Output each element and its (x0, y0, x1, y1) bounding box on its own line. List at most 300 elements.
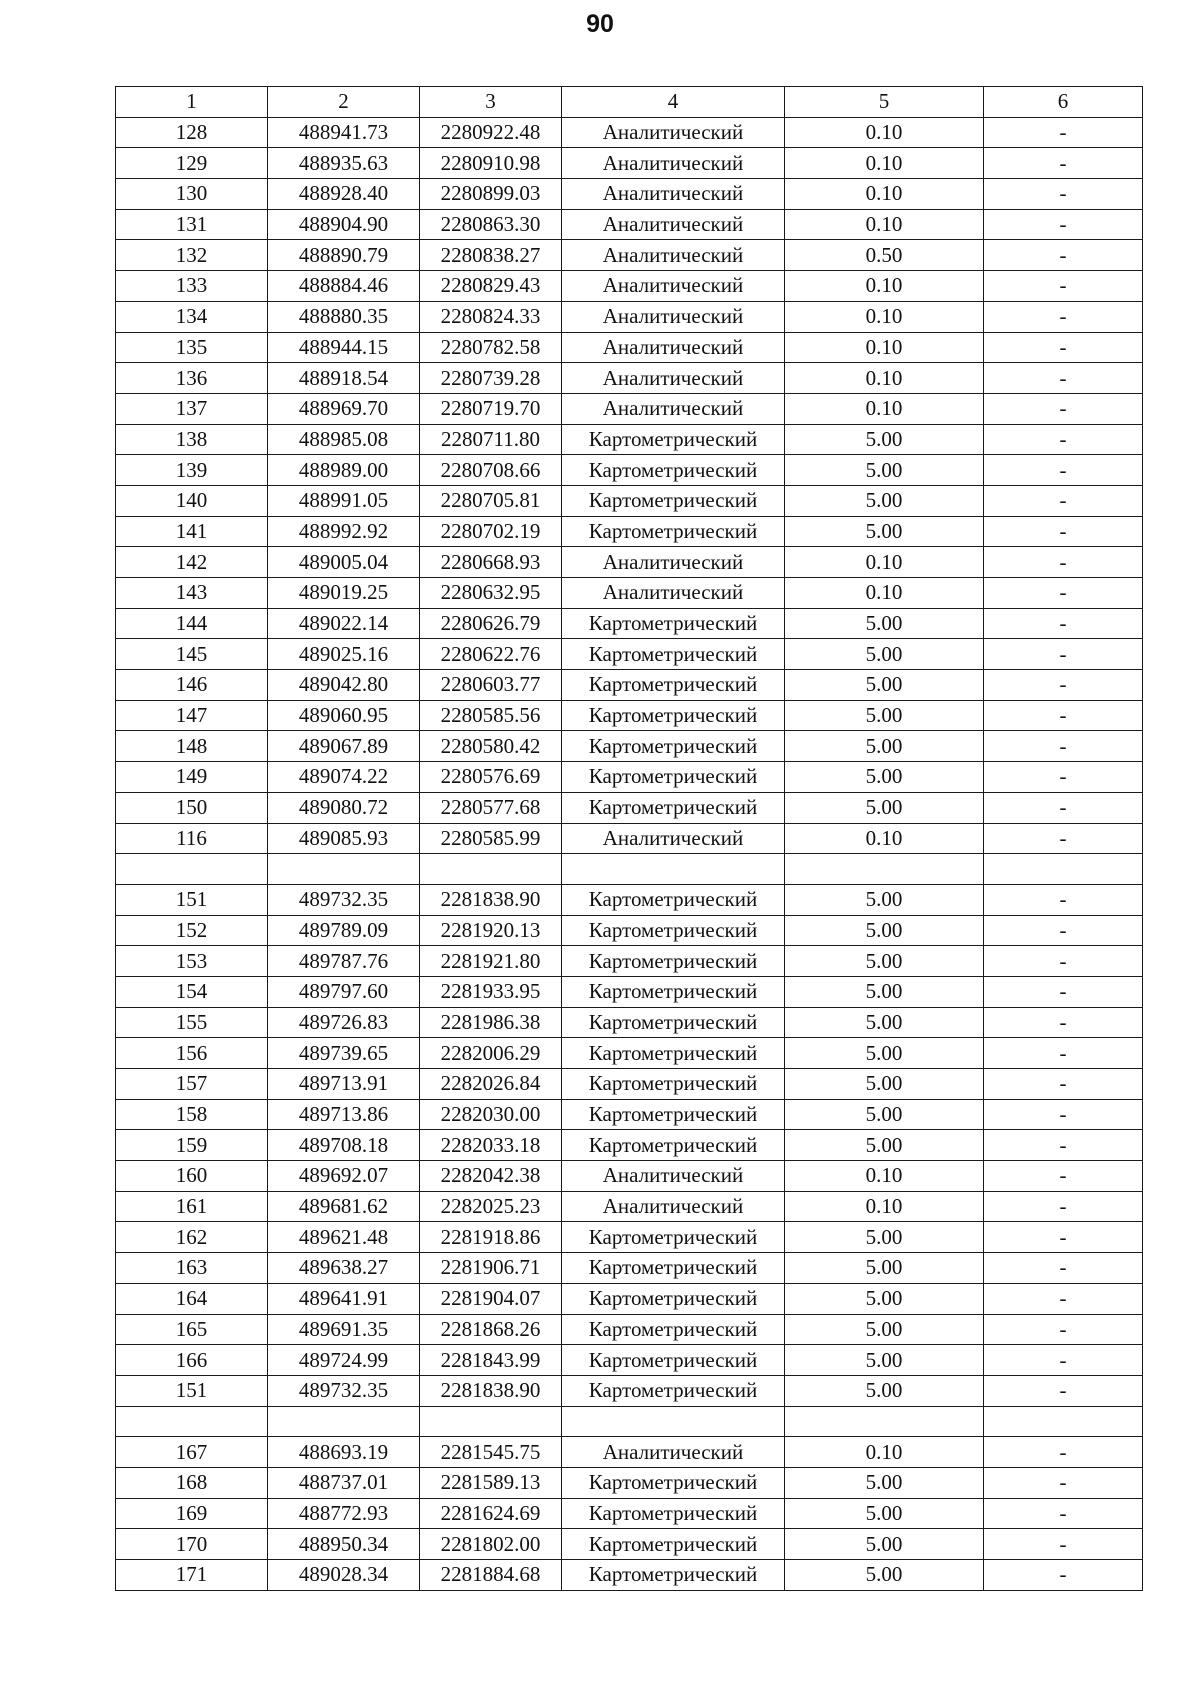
note-cell: - (984, 1437, 1143, 1468)
table-body (116, 87, 1143, 1591)
point-number-cell: 142 (116, 547, 268, 578)
accuracy-cell: 0.10 (785, 823, 984, 854)
method-cell: Картометрический (562, 1099, 785, 1130)
note-cell: - (984, 823, 1143, 854)
y-coordinate-cell: 2282025.23 (420, 1191, 562, 1222)
method-cell: Картометрический (562, 976, 785, 1007)
y-coordinate-cell: 2282006.29 (420, 1038, 562, 1069)
point-number-cell: 132 (116, 240, 268, 271)
x-coordinate-cell: 488737.01 (268, 1467, 420, 1498)
accuracy-cell: 0.10 (785, 1161, 984, 1192)
method-cell: Картометрический (562, 608, 785, 639)
method-cell: Картометрический (562, 884, 785, 915)
note-cell: - (984, 915, 1143, 946)
accuracy-cell: 5.00 (785, 1099, 984, 1130)
accuracy-cell: 5.00 (785, 946, 984, 977)
y-coordinate-cell: 2281838.90 (420, 884, 562, 915)
x-coordinate-cell: 489621.48 (268, 1222, 420, 1253)
table-row (116, 915, 1143, 946)
accuracy-cell: 0.10 (785, 1191, 984, 1222)
x-coordinate-cell: 489691.35 (268, 1314, 420, 1345)
table-row (116, 762, 1143, 793)
accuracy-cell: 0.10 (785, 179, 984, 210)
point-number-cell: 130 (116, 179, 268, 210)
column-header: 2 (268, 87, 420, 118)
table-row (116, 884, 1143, 915)
point-number-cell: 158 (116, 1099, 268, 1130)
x-coordinate-cell: 489028.34 (268, 1560, 420, 1591)
note-cell: - (984, 1375, 1143, 1406)
x-coordinate-cell: 489713.91 (268, 1069, 420, 1100)
note-cell: - (984, 1529, 1143, 1560)
x-coordinate-cell: 489074.22 (268, 762, 420, 793)
table-row (116, 301, 1143, 332)
table-row (116, 1130, 1143, 1161)
y-coordinate-cell: 2280577.68 (420, 792, 562, 823)
y-coordinate-cell: 2280739.28 (420, 363, 562, 394)
method-cell: Аналитический (562, 148, 785, 179)
method-cell: Аналитический (562, 332, 785, 363)
point-number-cell: 150 (116, 792, 268, 823)
x-coordinate-cell: 489067.89 (268, 731, 420, 762)
point-number-cell: 140 (116, 485, 268, 516)
method-cell: Картометрический (562, 1375, 785, 1406)
accuracy-cell: 0.10 (785, 117, 984, 148)
y-coordinate-cell (420, 1406, 562, 1437)
x-coordinate-cell: 488928.40 (268, 179, 420, 210)
point-number-cell: 161 (116, 1191, 268, 1222)
y-coordinate-cell: 2281802.00 (420, 1529, 562, 1560)
method-cell: Картометрический (562, 1345, 785, 1376)
y-coordinate-cell: 2280603.77 (420, 670, 562, 701)
note-cell: - (984, 1038, 1143, 1069)
table-row (116, 700, 1143, 731)
x-coordinate-cell: 488991.05 (268, 485, 420, 516)
table-row (116, 1345, 1143, 1376)
y-coordinate-cell: 2282042.38 (420, 1161, 562, 1192)
y-coordinate-cell: 2282030.00 (420, 1099, 562, 1130)
x-coordinate-cell (268, 854, 420, 885)
table-row (116, 1038, 1143, 1069)
method-cell: Картометрический (562, 1283, 785, 1314)
note-cell: - (984, 179, 1143, 210)
x-coordinate-cell: 489713.86 (268, 1099, 420, 1130)
method-cell: Картометрический (562, 485, 785, 516)
method-cell: Аналитический (562, 209, 785, 240)
method-cell: Картометрический (562, 700, 785, 731)
table-row (116, 1191, 1143, 1222)
point-number-cell: 163 (116, 1253, 268, 1284)
note-cell: - (984, 209, 1143, 240)
point-number-cell (116, 854, 268, 885)
table-row (116, 1007, 1143, 1038)
method-cell: Аналитический (562, 301, 785, 332)
table-row (116, 148, 1143, 179)
table-separator-row (116, 1406, 1143, 1437)
accuracy-cell: 5.00 (785, 424, 984, 455)
x-coordinate-cell: 489787.76 (268, 946, 420, 977)
y-coordinate-cell: 2282026.84 (420, 1069, 562, 1100)
x-coordinate-cell: 488890.79 (268, 240, 420, 271)
y-coordinate-cell: 2280863.30 (420, 209, 562, 240)
note-cell: - (984, 1161, 1143, 1192)
y-coordinate-cell: 2280719.70 (420, 393, 562, 424)
table-row (116, 1375, 1143, 1406)
point-number-cell: 157 (116, 1069, 268, 1100)
column-header: 1 (116, 87, 268, 118)
y-coordinate-cell: 2281884.68 (420, 1560, 562, 1591)
point-number-cell: 141 (116, 516, 268, 547)
point-number-cell: 151 (116, 884, 268, 915)
x-coordinate-cell: 489005.04 (268, 547, 420, 578)
note-cell: - (984, 271, 1143, 302)
point-number-cell: 164 (116, 1283, 268, 1314)
x-coordinate-cell: 489732.35 (268, 884, 420, 915)
note-cell: - (984, 393, 1143, 424)
accuracy-cell: 5.00 (785, 1345, 984, 1376)
accuracy-cell: 0.10 (785, 332, 984, 363)
column-header: 6 (984, 87, 1143, 118)
method-cell: Картометрический (562, 792, 785, 823)
y-coordinate-cell: 2280910.98 (420, 148, 562, 179)
accuracy-cell: 5.00 (785, 700, 984, 731)
x-coordinate-cell: 488950.34 (268, 1529, 420, 1560)
point-number-cell: 136 (116, 363, 268, 394)
table-row (116, 363, 1143, 394)
note-cell: - (984, 700, 1143, 731)
method-cell: Картометрический (562, 1222, 785, 1253)
method-cell (562, 1406, 785, 1437)
note-cell: - (984, 1099, 1143, 1130)
method-cell: Картометрический (562, 1314, 785, 1345)
method-cell: Картометрический (562, 1130, 785, 1161)
table-row (116, 976, 1143, 1007)
column-header: 3 (420, 87, 562, 118)
table-row (116, 1283, 1143, 1314)
point-number-cell: 138 (116, 424, 268, 455)
table-row (116, 731, 1143, 762)
x-coordinate-cell: 489042.80 (268, 670, 420, 701)
point-number-cell: 167 (116, 1437, 268, 1468)
accuracy-cell: 5.00 (785, 516, 984, 547)
table-row (116, 393, 1143, 424)
table-row (116, 117, 1143, 148)
accuracy-cell: 5.00 (785, 1467, 984, 1498)
table-row (116, 1161, 1143, 1192)
method-cell (562, 854, 785, 885)
note-cell: - (984, 762, 1143, 793)
y-coordinate-cell: 2281918.86 (420, 1222, 562, 1253)
table-row (116, 670, 1143, 701)
y-coordinate-cell: 2280782.58 (420, 332, 562, 363)
table-row (116, 1560, 1143, 1591)
point-number-cell: 152 (116, 915, 268, 946)
y-coordinate-cell: 2280585.99 (420, 823, 562, 854)
note-cell: - (984, 946, 1143, 977)
y-coordinate-cell: 2281838.90 (420, 1375, 562, 1406)
method-cell: Картометрический (562, 639, 785, 670)
accuracy-cell: 5.00 (785, 1314, 984, 1345)
x-coordinate-cell: 488884.46 (268, 271, 420, 302)
point-number-cell: 148 (116, 731, 268, 762)
accuracy-cell: 5.00 (785, 670, 984, 701)
method-cell: Аналитический (562, 271, 785, 302)
y-coordinate-cell: 2281843.99 (420, 1345, 562, 1376)
accuracy-cell: 5.00 (785, 762, 984, 793)
y-coordinate-cell: 2281589.13 (420, 1467, 562, 1498)
table-row (116, 1314, 1143, 1345)
y-coordinate-cell: 2280711.80 (420, 424, 562, 455)
accuracy-cell: 5.00 (785, 1222, 984, 1253)
accuracy-cell: 5.00 (785, 1529, 984, 1560)
point-number-cell: 135 (116, 332, 268, 363)
method-cell: Картометрический (562, 1529, 785, 1560)
note-cell (984, 854, 1143, 885)
method-cell: Картометрический (562, 1007, 785, 1038)
table-row (116, 608, 1143, 639)
note-cell: - (984, 363, 1143, 394)
table-row (116, 332, 1143, 363)
method-cell: Картометрический (562, 762, 785, 793)
point-number-cell: 162 (116, 1222, 268, 1253)
note-cell (984, 1406, 1143, 1437)
point-number-cell: 160 (116, 1161, 268, 1192)
accuracy-cell: 0.10 (785, 148, 984, 179)
accuracy-cell: 0.10 (785, 547, 984, 578)
accuracy-cell: 5.00 (785, 731, 984, 762)
method-cell: Аналитический (562, 578, 785, 609)
method-cell: Аналитический (562, 393, 785, 424)
method-cell: Аналитический (562, 363, 785, 394)
y-coordinate-cell: 2281921.80 (420, 946, 562, 977)
accuracy-cell: 5.00 (785, 884, 984, 915)
note-cell: - (984, 608, 1143, 639)
accuracy-cell: 0.10 (785, 393, 984, 424)
point-number-cell: 134 (116, 301, 268, 332)
method-cell: Аналитический (562, 1191, 785, 1222)
y-coordinate-cell: 2281920.13 (420, 915, 562, 946)
accuracy-cell: 5.00 (785, 608, 984, 639)
x-coordinate-cell (268, 1406, 420, 1437)
x-coordinate-cell: 489681.62 (268, 1191, 420, 1222)
y-coordinate-cell: 2280622.76 (420, 639, 562, 670)
accuracy-cell: 0.10 (785, 363, 984, 394)
x-coordinate-cell: 489641.91 (268, 1283, 420, 1314)
y-coordinate-cell: 2281904.07 (420, 1283, 562, 1314)
y-coordinate-cell: 2282033.18 (420, 1130, 562, 1161)
method-cell: Картометрический (562, 1253, 785, 1284)
x-coordinate-cell: 488880.35 (268, 301, 420, 332)
y-coordinate-cell: 2280922.48 (420, 117, 562, 148)
y-coordinate-cell: 2281545.75 (420, 1437, 562, 1468)
table-row (116, 179, 1143, 210)
table-row (116, 240, 1143, 271)
point-number-cell: 128 (116, 117, 268, 148)
x-coordinate-cell: 489797.60 (268, 976, 420, 1007)
y-coordinate-cell: 2280585.56 (420, 700, 562, 731)
point-number-cell: 165 (116, 1314, 268, 1345)
note-cell: - (984, 1283, 1143, 1314)
note-cell: - (984, 578, 1143, 609)
point-number-cell: 144 (116, 608, 268, 639)
table-separator-row (116, 854, 1143, 885)
table-row (116, 946, 1143, 977)
note-cell: - (984, 731, 1143, 762)
point-number-cell: 131 (116, 209, 268, 240)
table-row (116, 578, 1143, 609)
note-cell: - (984, 1130, 1143, 1161)
x-coordinate-cell: 489724.99 (268, 1345, 420, 1376)
method-cell: Аналитический (562, 547, 785, 578)
y-coordinate-cell: 2281986.38 (420, 1007, 562, 1038)
x-coordinate-cell: 488985.08 (268, 424, 420, 455)
x-coordinate-cell: 488935.63 (268, 148, 420, 179)
accuracy-cell: 5.00 (785, 455, 984, 486)
x-coordinate-cell: 489739.65 (268, 1038, 420, 1069)
method-cell: Картометрический (562, 731, 785, 762)
method-cell: Картометрический (562, 516, 785, 547)
point-number-cell: 153 (116, 946, 268, 977)
y-coordinate-cell: 2280668.93 (420, 547, 562, 578)
accuracy-cell: 5.00 (785, 1253, 984, 1284)
x-coordinate-cell: 489080.72 (268, 792, 420, 823)
point-number-cell: 146 (116, 670, 268, 701)
method-cell: Картометрический (562, 946, 785, 977)
x-coordinate-cell: 489726.83 (268, 1007, 420, 1038)
note-cell: - (984, 455, 1143, 486)
y-coordinate-cell: 2280838.27 (420, 240, 562, 271)
x-coordinate-cell: 489789.09 (268, 915, 420, 946)
method-cell: Картометрический (562, 915, 785, 946)
note-cell: - (984, 117, 1143, 148)
point-number-cell: 145 (116, 639, 268, 670)
x-coordinate-cell: 489692.07 (268, 1161, 420, 1192)
point-number-cell: 155 (116, 1007, 268, 1038)
accuracy-cell: 5.00 (785, 1375, 984, 1406)
note-cell: - (984, 1069, 1143, 1100)
method-cell: Аналитический (562, 117, 785, 148)
y-coordinate-cell: 2280576.69 (420, 762, 562, 793)
table-row (116, 1437, 1143, 1468)
accuracy-cell: 0.10 (785, 271, 984, 302)
method-cell: Аналитический (562, 1437, 785, 1468)
method-cell: Картометрический (562, 1498, 785, 1529)
note-cell: - (984, 1467, 1143, 1498)
note-cell: - (984, 485, 1143, 516)
note-cell: - (984, 547, 1143, 578)
y-coordinate-cell: 2280829.43 (420, 271, 562, 302)
point-number-cell: 149 (116, 762, 268, 793)
y-coordinate-cell: 2280580.42 (420, 731, 562, 762)
accuracy-cell: 0.10 (785, 209, 984, 240)
method-cell: Картометрический (562, 670, 785, 701)
x-coordinate-cell: 489060.95 (268, 700, 420, 731)
accuracy-cell: 5.00 (785, 976, 984, 1007)
note-cell: - (984, 1191, 1143, 1222)
accuracy-cell: 5.00 (785, 1038, 984, 1069)
point-number-cell: 137 (116, 393, 268, 424)
note-cell: - (984, 1345, 1143, 1376)
table-row (116, 485, 1143, 516)
page-number: 90 (586, 10, 614, 38)
table-row (116, 792, 1143, 823)
method-cell: Аналитический (562, 179, 785, 210)
accuracy-cell: 5.00 (785, 1283, 984, 1314)
y-coordinate-cell: 2280632.95 (420, 578, 562, 609)
point-number-cell: 151 (116, 1375, 268, 1406)
point-number-cell: 168 (116, 1467, 268, 1498)
x-coordinate-cell: 489019.25 (268, 578, 420, 609)
x-coordinate-cell: 488989.00 (268, 455, 420, 486)
accuracy-cell: 5.00 (785, 1560, 984, 1591)
point-number-cell: 166 (116, 1345, 268, 1376)
accuracy-cell (785, 854, 984, 885)
note-cell: - (984, 1007, 1143, 1038)
point-number-cell: 169 (116, 1498, 268, 1529)
x-coordinate-cell: 488693.19 (268, 1437, 420, 1468)
accuracy-cell: 5.00 (785, 1130, 984, 1161)
y-coordinate-cell: 2280702.19 (420, 516, 562, 547)
x-coordinate-cell: 488969.70 (268, 393, 420, 424)
method-cell: Аналитический (562, 823, 785, 854)
table-row (116, 455, 1143, 486)
x-coordinate-cell: 489025.16 (268, 639, 420, 670)
note-cell: - (984, 148, 1143, 179)
y-coordinate-cell: 2281624.69 (420, 1498, 562, 1529)
note-cell: - (984, 516, 1143, 547)
y-coordinate-cell: 2280899.03 (420, 179, 562, 210)
x-coordinate-cell: 488944.15 (268, 332, 420, 363)
y-coordinate-cell: 2280708.66 (420, 455, 562, 486)
point-number-cell: 154 (116, 976, 268, 1007)
table-row (116, 1529, 1143, 1560)
table-row (116, 547, 1143, 578)
accuracy-cell: 0.10 (785, 578, 984, 609)
accuracy-cell: 5.00 (785, 485, 984, 516)
point-number-cell: 139 (116, 455, 268, 486)
accuracy-cell: 5.00 (785, 1498, 984, 1529)
table-row (116, 209, 1143, 240)
point-number-cell: 156 (116, 1038, 268, 1069)
method-cell: Картометрический (562, 424, 785, 455)
table-header-row (116, 87, 1143, 118)
x-coordinate-cell: 489732.35 (268, 1375, 420, 1406)
accuracy-cell: 5.00 (785, 1007, 984, 1038)
table-row (116, 1253, 1143, 1284)
accuracy-cell: 5.00 (785, 639, 984, 670)
x-coordinate-cell: 489022.14 (268, 608, 420, 639)
point-number-cell: 143 (116, 578, 268, 609)
x-coordinate-cell: 489638.27 (268, 1253, 420, 1284)
point-number-cell: 171 (116, 1560, 268, 1591)
table-row (116, 424, 1143, 455)
point-number-cell: 133 (116, 271, 268, 302)
point-number-cell: 129 (116, 148, 268, 179)
table-row (116, 639, 1143, 670)
accuracy-cell (785, 1406, 984, 1437)
accuracy-cell: 0.10 (785, 301, 984, 332)
accuracy-cell: 0.10 (785, 1437, 984, 1468)
method-cell: Аналитический (562, 240, 785, 271)
coordinates-table (115, 86, 1143, 1591)
table-row (116, 1069, 1143, 1100)
point-number-cell (116, 1406, 268, 1437)
point-number-cell: 147 (116, 700, 268, 731)
x-coordinate-cell: 489708.18 (268, 1130, 420, 1161)
note-cell: - (984, 976, 1143, 1007)
note-cell: - (984, 884, 1143, 915)
table-row (116, 823, 1143, 854)
